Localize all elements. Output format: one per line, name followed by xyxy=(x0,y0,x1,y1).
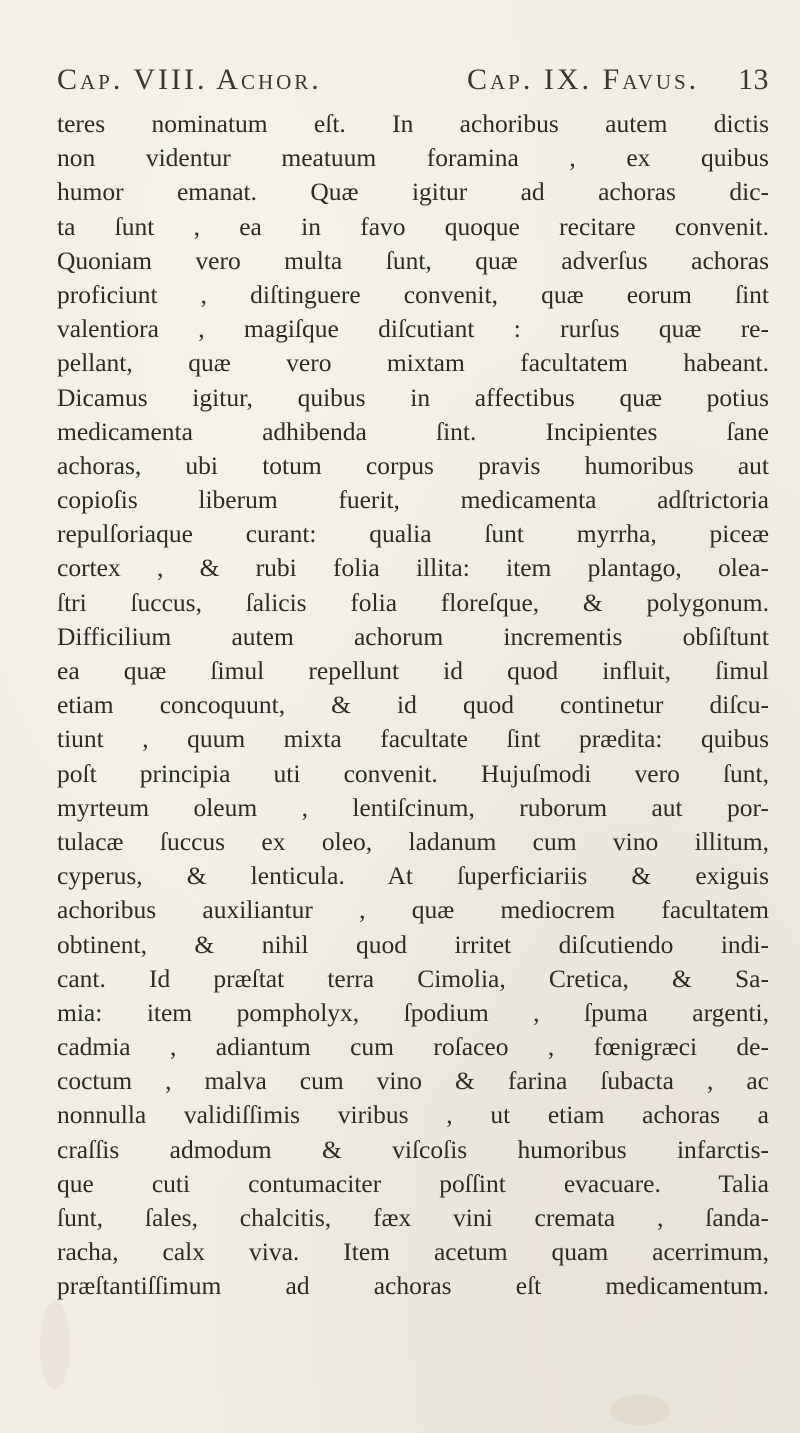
text-line: ſunt, ſales, chalcitis, fæx vini cremata , ſanda- xyxy=(57,1203,769,1232)
running-head-right: Cap. IX. Favus. xyxy=(467,63,700,96)
text-line: cyperus, & lenticula. At ſuperficiariis & exiguis xyxy=(57,861,769,891)
text-line: cadmia , adiantum cum roſaceo , fœnigræci de- xyxy=(57,1032,769,1062)
text-line: Quoniam vero multa ſunt, quæ adverſus achoras xyxy=(57,245,769,275)
text-line: copioſis liberum fuerit, medicamenta adſtrictoria xyxy=(57,485,769,515)
text-line: medicamenta adhibenda ſint. Incipientes ſane xyxy=(57,416,769,446)
running-head-left: Cap. VIII. Achor. xyxy=(57,63,322,96)
text-line: nonnulla validiſſimis viribus , ut etiam achoras a xyxy=(57,1100,769,1130)
text-line: valentiora , magiſque diſcutiant : rurſus quæ re- xyxy=(57,314,769,344)
running-head xyxy=(57,63,769,103)
text-line: ta ſunt , ea in favo quoque recitare convenit. xyxy=(57,211,769,241)
text-line: craſſis admodum & viſcoſis humoribus infarctis- xyxy=(57,1134,769,1164)
text-line: etiam concoquunt, & id quod continetur diſcu- xyxy=(57,690,769,720)
text-line: racha, calx viva. Item acetum quam acerrimum, xyxy=(57,1237,769,1267)
paper-stain xyxy=(610,1395,670,1425)
text-line: teres nominatum eſt. In achoribus autem dictis xyxy=(57,109,769,138)
text-line: tulacæ ſuccus ex oleo, ladanum cum vino illitum, xyxy=(57,826,769,856)
text-line: præſtantiſſimum ad achoras eſt medicamentum. xyxy=(57,1271,769,1301)
text-line: que cuti contumaciter poſſint evacuare. Talia xyxy=(57,1168,769,1198)
text-line: achoras, ubi totum corpus pravis humoribus aut xyxy=(57,450,769,480)
page-number: 13 xyxy=(738,63,769,96)
text-line: Dicamus igitur, quibus in affectibus quæ potius xyxy=(57,382,769,412)
body-text xyxy=(57,107,769,1304)
text-line: tiunt , quum mixta facultate ſint prædita: quibus xyxy=(57,724,769,754)
text-line: achoribus auxiliantur , quæ mediocrem facultatem xyxy=(57,895,769,925)
text-line: non videntur meatuum foramina , ex quibus xyxy=(57,143,769,173)
text-line: poſt principia uti convenit. Hujuſmodi vero ſunt, xyxy=(57,758,769,788)
text-line: ea quæ ſimul repellunt id quod influit, ſimul xyxy=(57,656,769,685)
text-line: obtinent, & nihil quod irritet diſcutiendo indi- xyxy=(57,929,769,959)
text-line: proficiunt , diſtinguere convenit, quæ eorum ſint xyxy=(57,279,769,309)
text-line: repulſoriaque curant: qualia ſunt myrrha, piceæ xyxy=(57,519,769,549)
text-line: ſtri ſuccus, ſalicis folia floreſque, & polygonum. xyxy=(57,587,769,617)
text-line: coctum , malva cum vino & farina ſubacta , ac xyxy=(57,1066,769,1096)
text-line: myrteum oleum , lentiſcinum, ruborum aut por- xyxy=(57,792,769,822)
text-line: cortex , & rubi folia illita: item plantago, olea- xyxy=(57,553,769,583)
paper-stain xyxy=(40,1300,70,1390)
text-line: humor emanat. Quæ igitur ad achoras dic- xyxy=(57,177,769,207)
text-line: cant. Id præſtat terra Cimolia, Cretica, & Sa- xyxy=(57,963,769,993)
text-line: mia: item pompholyx, ſpodium , ſpuma argenti, xyxy=(57,997,769,1027)
text-line: pellant, quæ vero mixtam facultatem habeant. xyxy=(57,348,769,378)
text-line: Difficilium autem achorum incrementis obſiſtunt xyxy=(57,621,769,651)
